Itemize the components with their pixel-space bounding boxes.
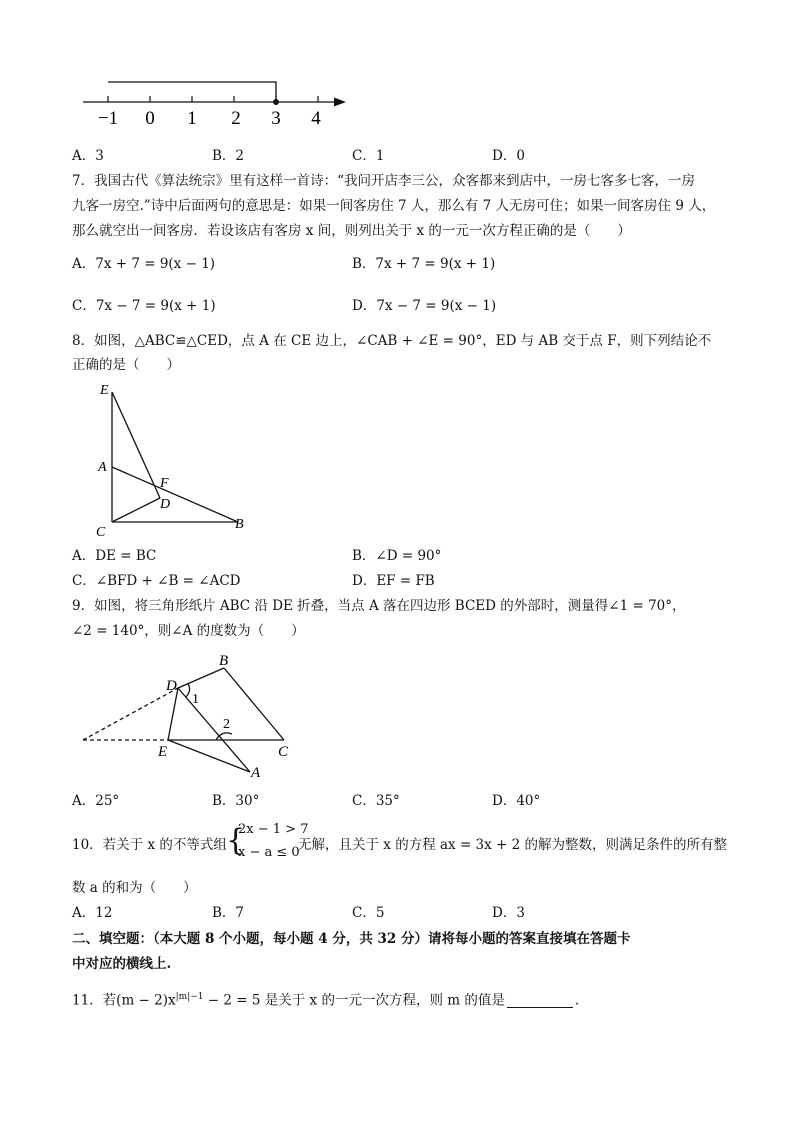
q8-option-d: D．EF = FB (352, 573, 435, 589)
system-brace: { (226, 823, 246, 858)
q10-text-line2: 数 a 的和为（ ） (72, 880, 197, 896)
label-e: E (100, 383, 109, 398)
tick-label: 3 (271, 108, 281, 129)
q6-option-b: B．2 (212, 148, 245, 164)
q9-option-b: B．30° (212, 793, 260, 809)
q11-exponent: |m|−1 (175, 992, 204, 1002)
label-b: B (235, 517, 244, 532)
solid-point-3 (273, 99, 279, 105)
q7-text-line3: 那么就空出一间客房．若设该店有客房 x 间，则列出关于 x 的一元一次方程正确的是（ ） (72, 223, 631, 239)
q7-option-a: A．7x + 7 = 9(x − 1) (72, 256, 216, 272)
angle-2-label: 2 (223, 717, 230, 732)
q10-suffix: 无解，且关于 x 的方程 ax = 3x + 2 的解为整数，则满足条件的所有整 (298, 837, 728, 853)
label-a: A (98, 460, 107, 475)
q7-option-d: D．7x − 7 = 9(x − 1) (352, 298, 497, 314)
q9-option-d: D．40° (492, 793, 541, 809)
label-e: E (158, 744, 168, 760)
q9-option-a: A．25° (72, 793, 120, 809)
label-f: F (160, 476, 169, 491)
q10-inequality-2: x − a ≤ 0 (238, 845, 300, 860)
tick-label: 1 (187, 108, 197, 129)
q11-middle: − 2 = 5 是关于 x 的一元一次方程，则 m 的值是 (203, 992, 505, 1009)
q10-inequality-1: 2x − 1 > 7 (238, 822, 309, 837)
section-2-heading-line2: 中对应的横线上. (72, 956, 172, 972)
q8-option-a: A．DE = BC (72, 548, 157, 564)
q9-text-line1: 9．如图，将三角形纸片 ABC 沿 DE 折叠，当点 A 落在四边形 BCED 的外部时，测量得∠1 = 70°， (72, 598, 686, 614)
q10-option-d: D．3 (492, 905, 525, 921)
q10-option-a: A．12 (72, 905, 113, 921)
q9-option-c: C．35° (352, 793, 400, 809)
q7-text-line2: 九客一房空.”诗中后面两句的意思是：如果一间客房住 7 人，那么有 7 人无房可住；如果一间客房住 9 人， (72, 198, 716, 214)
section-2-heading-line1: 二、填空题：（本大题 8 个小题，每小题 4 分，共 32 分）请将每小题的答案直接填在答题卡 (72, 931, 631, 947)
q8-option-b: B．∠D = 90° (352, 548, 442, 564)
angle-1-label: 1 (192, 692, 199, 707)
number-line-figure (78, 72, 358, 132)
q6-option-a: A．3 (72, 148, 104, 164)
label-d: D (166, 678, 177, 694)
tick-label: 4 (311, 108, 321, 129)
q10-option-b: B．7 (212, 905, 245, 921)
tick-label: 0 (145, 108, 155, 129)
q9-text-line2: ∠2 = 140°，则∠A 的度数为（ ） (72, 623, 305, 639)
label-b: B (219, 653, 229, 669)
q11-prefix: 11．若(m − 2)x (72, 992, 176, 1009)
label-c: C (96, 525, 106, 540)
q8-text-line2: 正确的是（ ） (72, 357, 180, 373)
tick-label: −1 (97, 108, 119, 129)
q7-option-b: B．7x + 7 = 9(x + 1) (352, 256, 496, 272)
q10-option-c: C．5 (352, 905, 385, 921)
q7-text-line1: 7．我国古代《算法统宗》里有这样一首诗：“我问开店李三公，众客都来到店中，一房七客多七客，一房 (72, 173, 695, 189)
q11-text (72, 987, 588, 1011)
label-a: A (251, 765, 261, 781)
q8-triangle-figure (90, 378, 260, 540)
label-d: D (160, 497, 171, 512)
q6-option-d: D．0 (492, 148, 525, 164)
q11-answer-blank[interactable] (507, 993, 573, 1008)
label-c: C (278, 744, 289, 760)
axis-arrow-icon (334, 98, 346, 107)
q6-option-c: C．1 (352, 148, 385, 164)
q8-option-c: C．∠BFD + ∠B = ∠ACD (72, 573, 241, 589)
q9-fold-figure (78, 648, 308, 783)
tick-label: 2 (231, 108, 241, 129)
q11-suffix: ． (574, 992, 589, 1009)
q7-option-c: C．7x − 7 = 9(x + 1) (72, 298, 216, 314)
q10-prefix: 10．若关于 x 的不等式组 (72, 837, 227, 853)
q8-text-line1: 8．如图，△ABC≌△CED，点 A 在 CE 边上，∠CAB + ∠E = 90°，ED 与 AB 交于点 F，则下列结论不 (72, 333, 712, 349)
